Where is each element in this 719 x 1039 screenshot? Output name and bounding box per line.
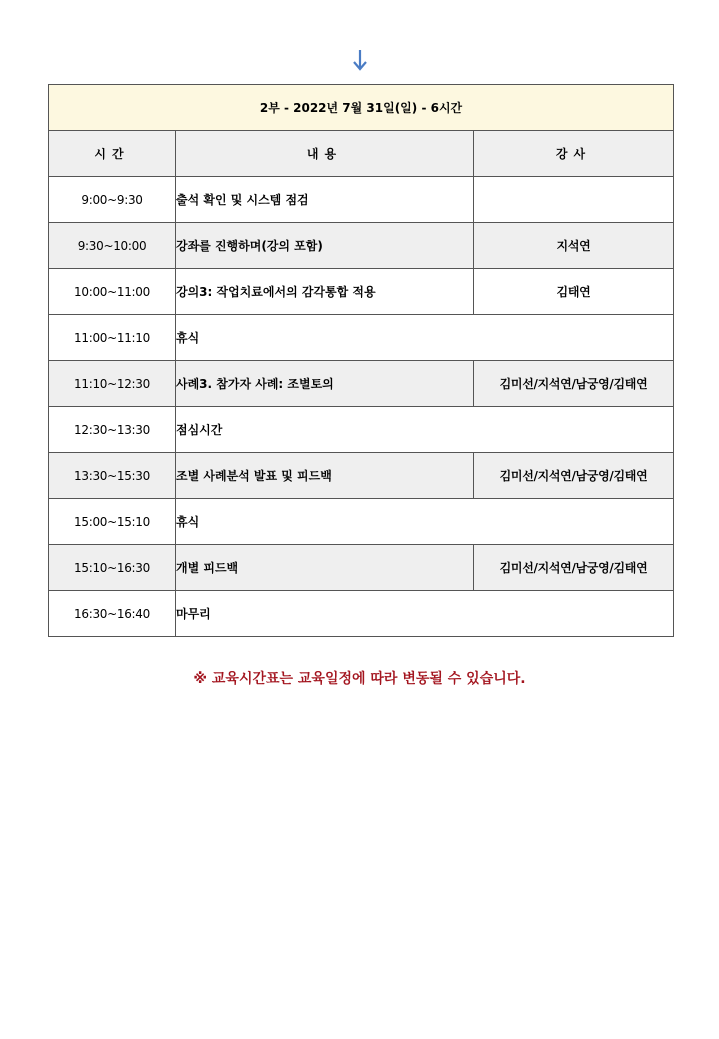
table-row	[49, 177, 674, 223]
row-instructor: 지석연	[474, 223, 674, 269]
table-row	[49, 223, 674, 269]
table-row	[49, 407, 674, 453]
row-instructor	[474, 177, 674, 223]
header-instructor: 강사	[474, 131, 674, 177]
table-row	[49, 499, 674, 545]
row-content: 조별 사례분석 발표 및 피드백	[176, 453, 474, 499]
row-instructor: 김미선/지석연/남궁영/김태연	[474, 453, 674, 499]
arrow-down-icon	[350, 48, 370, 72]
row-instructor: 김미선/지석연/남궁영/김태연	[474, 361, 674, 407]
table-row	[49, 361, 674, 407]
header-row	[49, 131, 674, 177]
row-content: 개별 피드백	[176, 545, 474, 591]
row-content: 휴식	[176, 315, 674, 361]
row-time: 11:00~11:10	[49, 315, 176, 361]
table-row	[49, 545, 674, 591]
schedule-title: 2부 - 2022년 7월 31일(일) - 6시간	[49, 85, 674, 131]
row-content: 휴식	[176, 499, 674, 545]
row-content: 점심시간	[176, 407, 674, 453]
row-content: 강의3: 작업치료에서의 감각통합 적용	[176, 269, 474, 315]
table-row	[49, 269, 674, 315]
header-content: 내용	[176, 131, 474, 177]
row-time: 12:30~13:30	[49, 407, 176, 453]
row-content: 강좌를 진행하며(강의 포함)	[176, 223, 474, 269]
table-row	[49, 453, 674, 499]
row-content: 마무리	[176, 591, 674, 637]
schedule-change-note: ※ 교육시간표는 교육일정에 따라 변동될 수 있습니다.	[193, 671, 526, 687]
row-content: 출석 확인 및 시스템 점검	[176, 177, 474, 223]
row-time: 10:00~11:00	[49, 269, 176, 315]
row-time: 9:30~10:00	[49, 223, 176, 269]
row-time: 15:00~15:10	[49, 499, 176, 545]
table-row	[49, 591, 674, 637]
schedule-table	[48, 84, 674, 637]
row-time: 11:10~12:30	[49, 361, 176, 407]
schedule-title-row	[49, 85, 674, 131]
row-instructor: 김태연	[474, 269, 674, 315]
row-time: 16:30~16:40	[49, 591, 176, 637]
row-content: 사례3. 참가자 사례: 조별토의	[176, 361, 474, 407]
row-time: 9:00~9:30	[49, 177, 176, 223]
row-instructor: 김미선/지석연/남궁영/김태연	[474, 545, 674, 591]
row-time: 15:10~16:30	[49, 545, 176, 591]
row-time: 13:30~15:30	[49, 453, 176, 499]
table-row	[49, 315, 674, 361]
header-time: 시간	[49, 131, 176, 177]
